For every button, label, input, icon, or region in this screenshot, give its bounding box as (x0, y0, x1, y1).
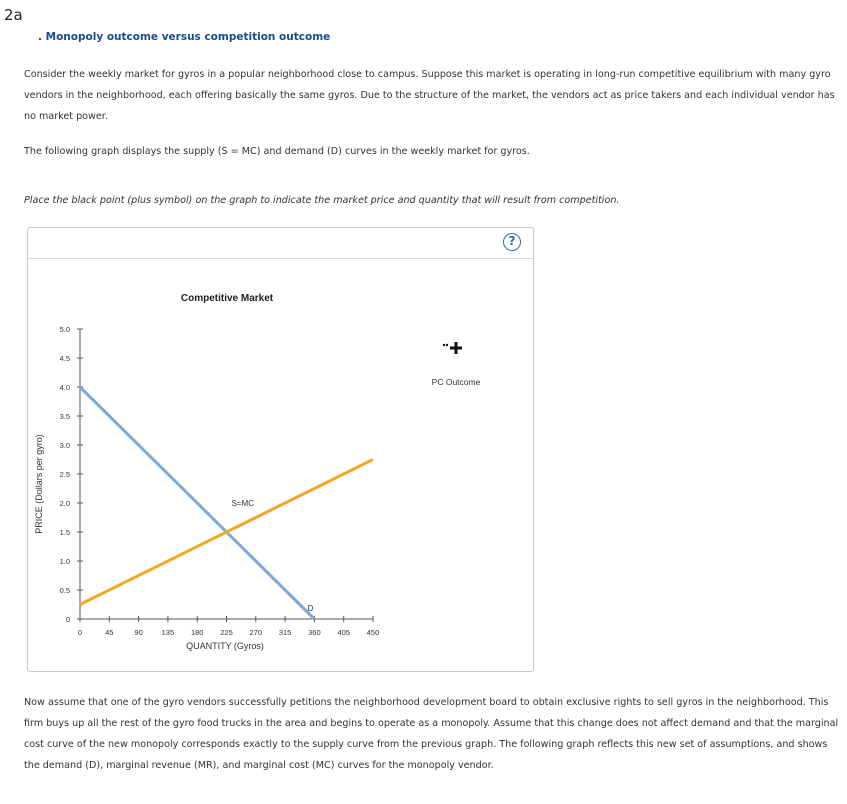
y-tick-label: 0 (65, 615, 70, 624)
curve-label-s-mc: S=MC (231, 498, 255, 508)
pc-outcome-label: PC Outcome (431, 377, 481, 387)
y-tick-label: 4.5 (59, 354, 70, 363)
y-tick-label: 1.0 (59, 557, 70, 566)
x-tick-label: 135 (161, 628, 175, 637)
y-tick-label: 3.5 (59, 412, 70, 421)
monopoly-paragraph: Now assume that one of the gyro vendors successfully petitions the neighborhood development board to obtain exclusive rights to sell gyros in the neighborhood. This firm buys up all the rest of the gyro food trucks in the area and begins to operate as a monopoly. Assume that this change does not affect demand and that the marginal cost curve of the new monopoly corresponds exactly to the supply curve from the previous graph. The following graph reflects this new set of assumptions, and shows the demand (D), marginal revenue (MR), and marginal cost (MC) curves for the monopoly vendor. (24, 697, 839, 771)
x-tick-label: 90 (134, 628, 143, 637)
x-tick-label: 0 (77, 628, 83, 637)
x-tick-label: 45 (105, 628, 114, 637)
y-tick-label: 2.0 (59, 499, 70, 508)
y-tick-label: 2.5 (59, 470, 70, 479)
curve-s-mc (80, 460, 373, 605)
x-tick-label: 180 (190, 628, 204, 637)
question-number: 2a (4, 6, 23, 24)
x-tick-label: 450 (366, 628, 380, 637)
help-icon[interactable]: ? (503, 233, 521, 251)
plus-point-icon[interactable] (443, 342, 462, 354)
y-tick-label: 0.5 (59, 586, 70, 595)
y-tick-label: 1.5 (59, 528, 70, 537)
y-axis-label: PRICE (Dollars per gyro) (34, 434, 44, 534)
graph-panel (27, 227, 534, 672)
y-tick-label: 4.0 (59, 383, 70, 392)
x-tick-label: 315 (278, 628, 292, 637)
y-tick-label: 3.0 (59, 441, 70, 450)
graph-description: The following graph displays the supply (S = MC) and demand (D) curves in the weekly market for gyros. (24, 146, 530, 157)
y-tick-label: 5.0 (59, 325, 70, 334)
curve-label-d: D (307, 604, 314, 613)
x-tick-label: 270 (249, 628, 263, 637)
competitive-market-chart[interactable] (28, 228, 533, 671)
x-tick-label: 360 (308, 628, 321, 637)
curve-d (80, 387, 314, 619)
chart-title: Competitive Market (180, 293, 274, 304)
x-axis-label: QUANTITY (Gyros) (186, 641, 264, 651)
instruction-text: Place the black point (plus symbol) on the graph to indicate the market price and quantity that will result from competition. (24, 195, 620, 206)
x-tick-label: 225 (220, 628, 233, 637)
question-title: . Monopoly outcome versus competition outcome (38, 31, 331, 43)
x-tick-label: 405 (337, 628, 350, 637)
intro-paragraph: Consider the weekly market for gyros in a popular neighborhood close to campus. Suppose this market is operating in long-run competitive equilibrium with many gyro vendors in the neighborhood, each offering basically the same gyros. Due to the structure of the market, the vendors act as price takers and each individual vendor has no market power. (24, 69, 835, 122)
